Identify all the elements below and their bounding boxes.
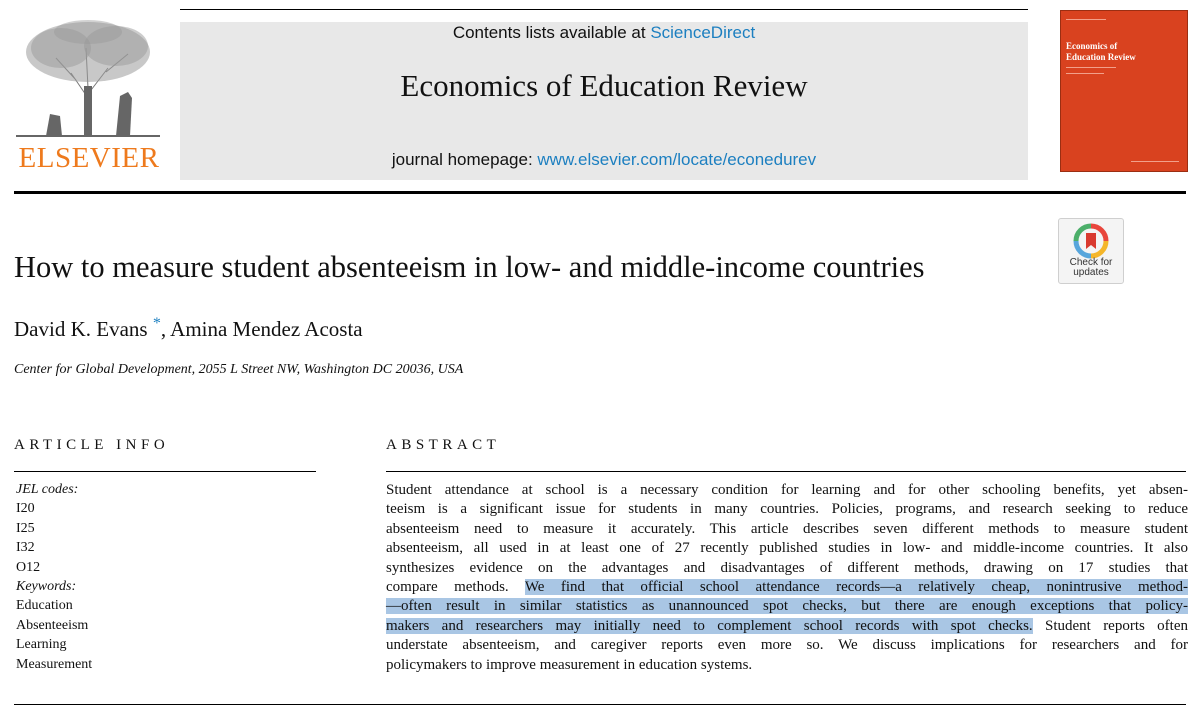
abstract-text-plain: Student reports often bbox=[1032, 617, 1189, 634]
check-line2: updates bbox=[1073, 267, 1109, 278]
abstract-line: absenteeism, all used in at least one of 27 recently published studies in low- and middle-income countries. It also bbox=[386, 540, 1188, 557]
abstract-text-plain: compare methods. bbox=[386, 579, 525, 596]
homepage-line bbox=[180, 150, 1028, 170]
contents-prefix: Contents lists available at bbox=[452, 23, 651, 42]
cover-title bbox=[1066, 41, 1176, 63]
cover-title-line1: Economics of bbox=[1066, 41, 1118, 51]
elsevier-logo[interactable] bbox=[14, 18, 162, 176]
homepage-link[interactable]: www.elsevier.com/locate/econedurev bbox=[537, 150, 817, 169]
elsevier-wordmark: ELSEVIER bbox=[18, 142, 160, 174]
author-name[interactable]: David K. Evans bbox=[14, 317, 148, 341]
abstract-line bbox=[386, 578, 1188, 597]
homepage-prefix: journal homepage: bbox=[391, 150, 538, 169]
article-info-rule bbox=[14, 471, 316, 472]
header-rule bbox=[14, 191, 1186, 194]
author-list bbox=[14, 317, 363, 342]
cover-rule bbox=[1066, 73, 1104, 74]
highlighted-text[interactable]: —often result in similar statistics as unannounced spot checks, but there are enough exceptions that policy- bbox=[386, 598, 1188, 615]
keyword: Measurement bbox=[16, 656, 93, 672]
journal-banner bbox=[180, 22, 1028, 180]
jel-codes-label: JEL codes: bbox=[16, 482, 79, 497]
abstract-heading: ABSTRACT bbox=[386, 437, 501, 453]
article-title: How to measure student absenteeism in low- and middle-income countries bbox=[14, 250, 925, 284]
keyword: Absenteeism bbox=[16, 617, 89, 633]
keyword: Learning bbox=[16, 637, 67, 653]
keyword: Education bbox=[16, 598, 73, 614]
affiliation: Center for Global Development, 2055 L Street NW, Washington DC 20036, USA bbox=[14, 362, 464, 377]
bottom-rule bbox=[14, 704, 1186, 705]
abstract-text bbox=[386, 481, 1188, 675]
journal-cover[interactable] bbox=[1060, 10, 1188, 172]
jel-code: I32 bbox=[16, 540, 35, 556]
author-separator: , bbox=[160, 317, 171, 341]
abstract-line: Student attendance at school is a necessary condition for learning and for other schooling benefits, yet absen- bbox=[386, 482, 1188, 498]
jel-code: O12 bbox=[16, 559, 41, 575]
corresponding-author-mark[interactable]: * bbox=[152, 315, 161, 332]
article-info-heading: ARTICLE INFO bbox=[14, 437, 170, 453]
check-for-updates-label bbox=[1059, 258, 1123, 278]
highlighted-text[interactable]: We find that official school attendance records—a relatively cheap, nonintrusive method- bbox=[524, 579, 1188, 596]
top-rule bbox=[180, 9, 1028, 10]
abstract-line bbox=[386, 617, 1188, 636]
cover-rule bbox=[1066, 19, 1106, 20]
journal-title[interactable]: Economics of Education Review bbox=[400, 68, 808, 103]
abstract-line: teeism is a significant issue for students in many countries. Policies, programs, and research seeking to reduce bbox=[386, 501, 1188, 518]
cover-rule bbox=[1131, 161, 1179, 162]
jel-code: I20 bbox=[16, 501, 35, 517]
sciencedirect-link[interactable]: ScienceDirect bbox=[650, 23, 756, 42]
abstract-line: policymakers to improve measurement in education systems. bbox=[386, 656, 753, 673]
highlighted-text[interactable]: makers and researchers may initially need to complement school records with spot checks. bbox=[386, 617, 1033, 634]
contents-line bbox=[180, 23, 1028, 43]
abstract-line: synthesizes evidence on the advantages and disadvantages of different methods, drawing on 17 studies that bbox=[386, 559, 1188, 576]
check-line1: Check for bbox=[1069, 257, 1113, 268]
abstract-line: understate absenteeism, and caregiver reports even more so. We discuss implications for researchers and for bbox=[386, 637, 1188, 654]
check-for-updates-button[interactable] bbox=[1058, 218, 1124, 284]
check-for-updates-icon bbox=[1071, 223, 1111, 259]
cover-rule bbox=[1066, 67, 1116, 68]
author-name[interactable]: Amina Mendez Acosta bbox=[170, 317, 363, 341]
article-info-list bbox=[16, 480, 306, 674]
keywords-label: Keywords: bbox=[16, 579, 77, 595]
jel-code: I25 bbox=[16, 520, 35, 536]
cover-title-line2: Education Review bbox=[1066, 52, 1136, 62]
abstract-rule bbox=[386, 471, 1186, 472]
abstract-line bbox=[386, 597, 1188, 616]
abstract-line: absenteeism need to measure it accurately. This article describes seven different methods to measure student bbox=[386, 520, 1188, 537]
elsevier-tree-icon bbox=[16, 18, 160, 138]
